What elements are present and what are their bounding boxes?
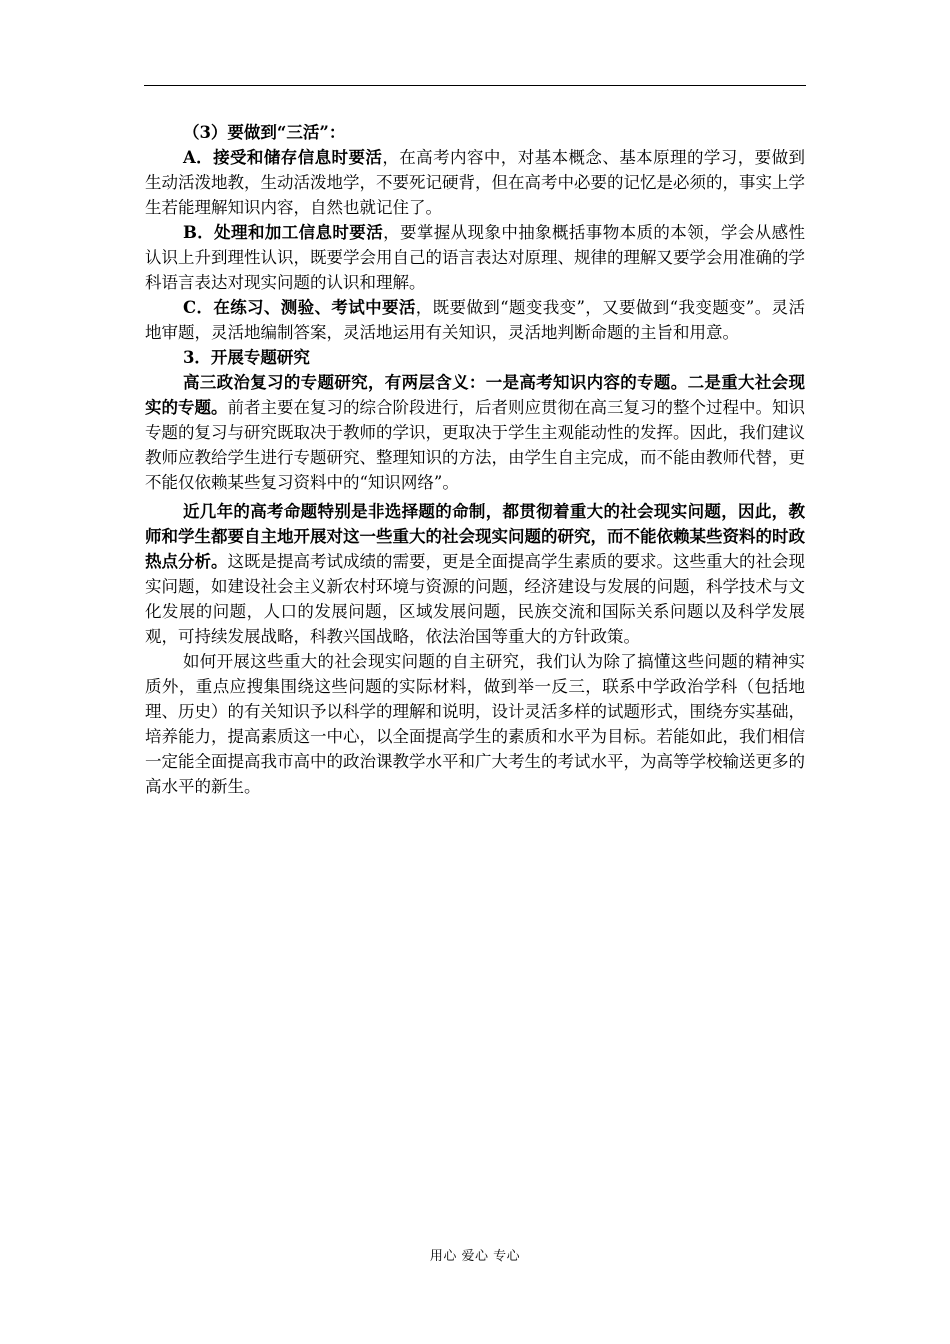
topic-research-heading-text: 3．开展专题研究 <box>182 348 310 367</box>
paragraph-a-lead: A．接受和储存信息时要活 <box>182 148 383 167</box>
header-rule <box>144 85 806 86</box>
three-active-heading-text: （3）要做到“三活”： <box>182 123 346 142</box>
paragraph-how-to-research <box>145 649 805 799</box>
section-heading-topic-research <box>145 345 805 370</box>
paragraph-topic-meaning <box>145 370 805 495</box>
paragraph-b-lead: B．处理和加工信息时要活 <box>182 223 384 242</box>
paragraph-b <box>145 220 805 295</box>
paragraph-b-text: ，要掌握从现象中抽象概括事物本质的本领，学会从感性认识上升到理性认识，既要学会用自己的语言表达对原理、规律的理解又要学会用准确的学科语言表达对现实问题的认识和理解。 <box>145 223 806 292</box>
topic-meaning-text: 前者主要在复习的综合阶段进行，后者则应贯彻在高三复习的整个过程中。知识专题的复习与研究既取决于教师的学识，更取决于学生主观能动性的发挥。因此，我们建议教师应教给学生进行专题研究、整理知识的方法，由学生自主完成，而不能由教师代替，更不能仅依赖某些复习资料中的“知识网络”。 <box>145 398 805 492</box>
how-to-research-text: 如何开展这些重大的社会现实问题的自主研究，我们认为除了搞懂这些问题的精神实质外，重点应搜集围绕这些问题的实际材料，做到举一反三，联系中学政治学科（包括地理、历史）的有关知识予以科学的理解和说明，设计灵活多样的试题形式，围绕夯实基础，培养能力，提高素质这一中心，以全面提高学生的素质和水平为目标。若能如此，我们相信一定能全面提高我市高中的政治课教学水平和广大考生的考试水平，为高等学校输送更多的高水平的新生。 <box>145 652 805 796</box>
exam-trends-text: 这既是提高考试成绩的需要，更是全面提高学生素质的要求。这些重大的社会现实问题，如建设社会主义新农村环境与资源的问题，经济建设与发展的问题，科学技术与文化发展的问题，人口的发展问题，区域发展问题，民族交流和国际关系问题以及科学发展观，可持续发展战略，科教兴国战略，依法治国等重大的方针政策。 <box>145 552 805 646</box>
section-heading-three-active <box>145 120 805 145</box>
paragraph-c-lead: C．在练习、测验、考试中要活 <box>182 298 416 317</box>
paragraph-a-text: ，在高考内容中，对基本概念、基本原理的学习，要做到生动活泼地教，生动活泼地学，不要死记硬背，但在高考中必要的记忆是必须的，事实上学生若能理解知识内容，自然也就记住了。 <box>145 148 805 217</box>
exam-trends-lead: 近几年的高考命题特别是非选择题的命制，都贯彻着重大的社会现实问题，因此，教师和学生都要自主地开展对这一些重大的社会现实问题的研究，而不能依赖某些资料的时政热点分析。 <box>145 502 805 571</box>
document-body <box>145 120 805 799</box>
paragraph-c <box>145 295 805 345</box>
paragraph-a <box>145 145 805 220</box>
topic-meaning-lead: 高三政治复习的专题研究，有两层含义：一是高考知识内容的专题。二是重大社会现实的专题。 <box>145 373 805 417</box>
page-footer: 用心 爱心 专心 <box>429 1249 521 1264</box>
paragraph-c-text: ，既要做到“题变我变”，又要做到“我变题变”。灵活地审题，灵活地编制答案，灵活地运用有关知识，灵活地判断命题的主旨和用意。 <box>145 298 805 342</box>
paragraph-exam-trends <box>145 499 805 649</box>
